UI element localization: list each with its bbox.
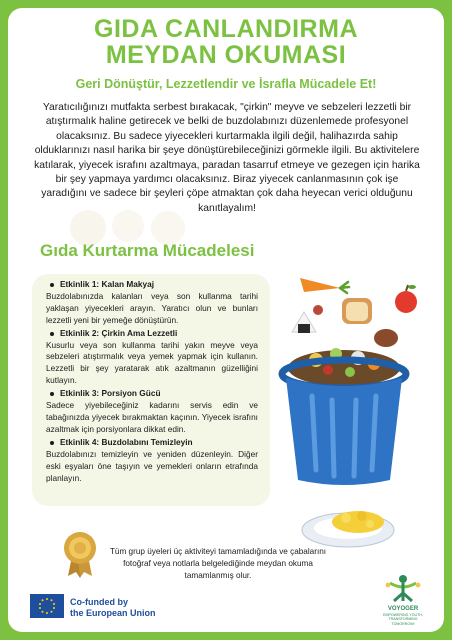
brand-name: VOYOGER (387, 606, 419, 612)
section-title: Gıda Kurtarma Mücadelesi (40, 241, 255, 260)
gold-medal-icon (60, 528, 100, 578)
activity-text: Buzdolabınızı temizleyin ve yeniden düzenleyin. Diğer eski eşyaları öne taşıyın ve yemekleri onların etrafında planlayın. (46, 448, 258, 483)
brand-tagline-line: TOMORROW! (391, 621, 415, 626)
activity-text: Kusurlu veya son kullanma tarihi yakın meyve veya sebzeleri atıştırmalık veya yemek yapmak için kullanın. Lezzetli bir şey yaratarak atık azaltmanın güzelliğini kutlayın. (46, 339, 258, 386)
activity-heading: Etkinlik 3: Porsiyon Gücü (46, 388, 258, 400)
activity-text: Sadece yiyebileceğiniz kadarını servis edin ve tabağınızda yiyecek bırakmaktan kaçının. Yiyecek israfını azaltmak için porsiyonlara dikkat edin. (46, 400, 258, 434)
intro-paragraph: Yaratıcılığınızı mutfakta serbest bırakacak, "çirkin" meyve ve sebzeleri lezzetli bir atıştırmalık haline getirecek ve belki de buzdolabınızı düzenlemede profesyonel olacaksınız. Bu sadece yiyecekleri kurtarmakla ilgili değil, halihazırda sahip olduklarınızı nasıl harika bir şeye dönüştürebileceğinizi görmekle ilgili. Bu aktivitelere katılarak, yiyecek israfını azaltmaya, paradan tasarruf etmeye ve gezegen için harika bir şey yapmaya yardımcı olacaksınız. Biraz yiyecek canlanmasının çok işe yaradığını ve sadece bir şeyleri çöpe atmaktan çok daha heyecan verici olduğunu kanıtlayalım! (34, 102, 420, 214)
eu-line-1: Co-funded by (70, 597, 128, 607)
eu-line-2: the European Union (70, 608, 156, 618)
brand-tagline (370, 613, 436, 626)
page-title-line-1: GIDA CANLANDIRMA (94, 15, 358, 43)
page-title-line-2: MEYDAN OKUMASI (105, 41, 347, 69)
trash-bin-illustration (276, 330, 416, 490)
activity-text: Buzdolabınızda kalanları veya son kullanma tarihi yaklaşan yiyecekleri arayın. Yaratıcı olun ve bunları lezzetli yeni bir yemeğe dönüştürün. (46, 290, 258, 325)
activity-heading: Etkinlik 1: Kalan Makyaj (46, 279, 258, 291)
eu-funding-text (70, 597, 156, 619)
activities-list (46, 279, 258, 485)
page-subtitle: Geri Dönüştür, Lezzetlendir ve İsrafla Mücadele Et! (75, 77, 377, 91)
eu-flag-icon (30, 594, 64, 618)
activity-heading: Etkinlik 2: Çirkin Ama Lezzetli (46, 328, 258, 340)
voyoger-logo (374, 573, 432, 605)
completion-note: Tüm grup üyeleri üç aktiviteyi tamamladığında ve çabalarını fotoğraf veya notlarla belgelediğinde meydan okuma tamamlanmış olur. (109, 547, 327, 580)
poster (8, 8, 444, 632)
brand-tagline-line: EMPOWERING YOUTH, (383, 613, 423, 617)
brand-tagline-line: TRANSFORMING (388, 617, 418, 622)
activity-heading: Etkinlik 4: Buzdolabını Temizleyin (46, 437, 258, 449)
plate-illustration (298, 496, 398, 552)
